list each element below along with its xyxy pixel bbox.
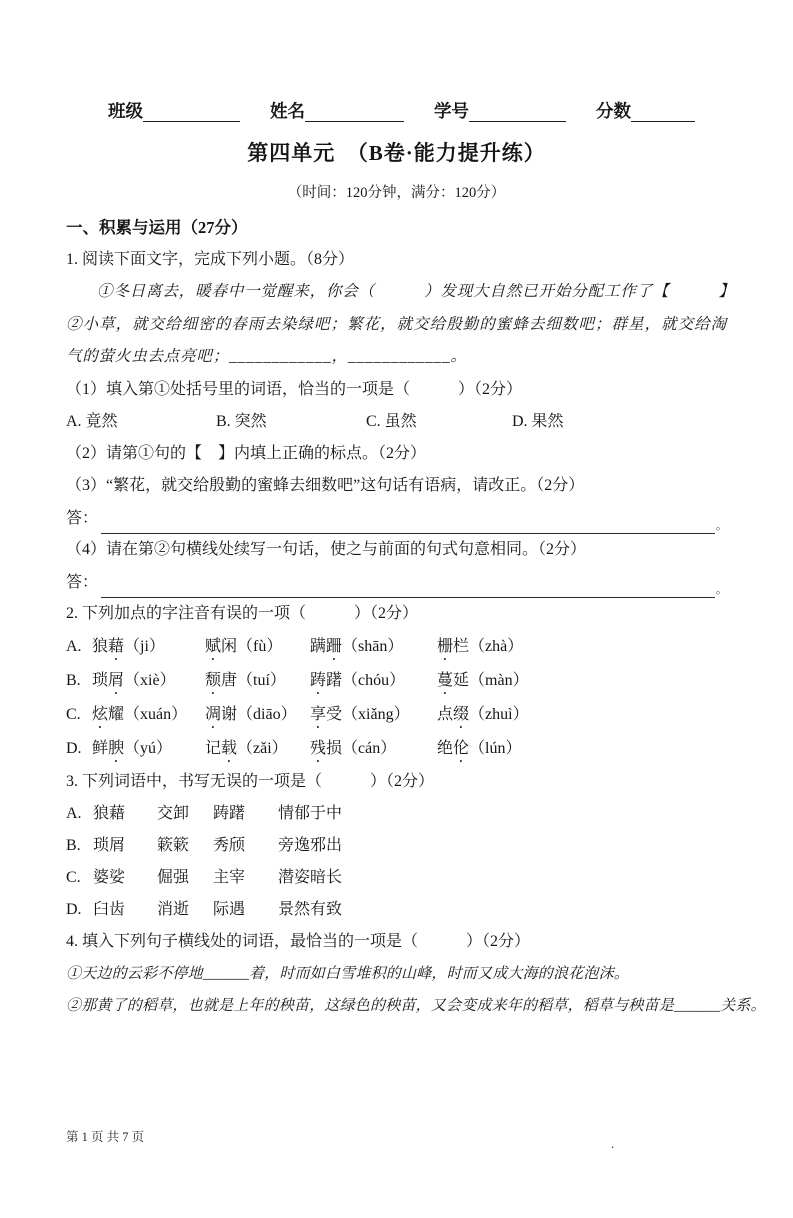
option-label: B. [66, 671, 81, 689]
q2-option-a [66, 630, 727, 664]
exam-page [0, 96, 793, 1022]
option-word: 绝伦（lún） [437, 739, 522, 757]
option-word: 赋闲（fù） [205, 637, 283, 655]
q1-sub3-answer-line [66, 502, 727, 534]
option-label: C. [66, 868, 81, 886]
option-label: D. [66, 900, 82, 918]
option-b: B. 突然 [216, 412, 267, 430]
class-field [108, 100, 240, 122]
option-word: 狼藉 [93, 804, 126, 822]
option-word: 蹒跚（shān） [310, 637, 404, 655]
option-word: 交卸 [157, 804, 190, 822]
option-word: 点缀（zhuì） [437, 705, 529, 723]
answer-label: 答： [66, 573, 99, 591]
option-word: 记载（zǎi） [205, 739, 288, 757]
option-word: 倔强 [157, 868, 190, 886]
q1-passage: ①冬日离去，暖春中一觉醒来，你会（ ）发现大自然已开始分配工作了【 】②小草，就交给细密的春雨去染绿吧；繁花，就交给殷勤的蜜蜂去细数吧；群星，就交给淘气的萤火虫去点亮吧；____________，____________。 [66, 283, 727, 365]
q2-option-b [66, 664, 727, 698]
name-label: 姓名 [270, 101, 305, 121]
option-word: 主宰 [213, 868, 246, 886]
answer-blank-line [101, 573, 715, 598]
option-word: 狼藉（ji） [92, 637, 165, 655]
name-field [270, 100, 404, 122]
option-word: 际遇 [213, 900, 246, 918]
q1-sub2-stem: （2）请第①句的【 】内填上正确的标点。（2分） [66, 444, 427, 462]
section1-heading: 一、积累与运用（27分） [66, 218, 248, 237]
score-blank-underline [631, 101, 695, 122]
exam-title: 第四单元 （B卷·能力提升练） [247, 141, 546, 165]
class-label: 班级 [108, 101, 143, 121]
option-label: A. [66, 637, 82, 655]
q2-option-d [66, 732, 727, 766]
option-word: 秀颀 [213, 836, 246, 854]
option-word: 踌躇 [213, 804, 246, 822]
option-word: 婆娑 [93, 868, 126, 886]
exam-time-score-note: （时间：120分钟，满分：120分） [287, 185, 506, 201]
option-word: 颓唐（tuí） [205, 671, 286, 689]
option-word: 琐屑（xiè） [92, 671, 176, 689]
answer-blank-line [101, 509, 715, 534]
q3-option-a [66, 798, 727, 830]
option-word: 消逝 [157, 900, 190, 918]
q1-sub1-stem: （1）填入第①处括号里的词语，恰当的一项是（ ）（2分） [66, 380, 523, 398]
option-word: 栅栏（zhà） [437, 637, 524, 655]
option-a: A. 竟然 [66, 412, 118, 430]
option-word: 簌簌 [157, 836, 190, 854]
q1-sub1-options [66, 406, 727, 438]
q1-sub3-stem: （3）“繁花，就交给殷勤的蜜蜂去细数吧”这句话有语病，请改正。（2分） [66, 476, 585, 494]
option-word: 鲜腴（yú） [92, 739, 173, 757]
option-label: C. [66, 705, 81, 723]
q2-stem: 2. 下列加点的字注音有误的一项（ ）（2分） [66, 604, 419, 622]
option-word: 情郁于中 [278, 804, 343, 822]
q1-sub4-stem: （4）请在第②句横线处续写一句话，使之与前面的句式句意相同。（2分） [66, 540, 587, 558]
q3-option-c [66, 862, 727, 894]
student-id-label: 学号 [434, 101, 469, 121]
q3-option-d [66, 894, 727, 926]
option-word: 蔓延（màn） [437, 671, 529, 689]
option-label: B. [66, 836, 81, 854]
q2-option-c [66, 698, 727, 732]
answer-end-period: 。 [716, 583, 727, 596]
option-word: 旁逸邪出 [278, 836, 343, 854]
q3-option-b [66, 830, 727, 862]
option-word: 景然有致 [278, 900, 343, 918]
option-word: 潜姿暗长 [278, 868, 343, 886]
option-label: A. [66, 804, 82, 822]
option-word: 残损（cán） [310, 739, 397, 757]
student-id-field [434, 100, 566, 122]
q3-stem: 3. 下列词语中，书写无误的一项是（ ）（2分） [66, 772, 435, 790]
option-word: 炫耀（xuán） [92, 705, 188, 723]
option-c: C. 虽然 [366, 412, 417, 430]
answer-label: 答： [66, 509, 99, 527]
option-word: 臼齿 [93, 900, 126, 918]
score-label: 分数 [596, 101, 631, 121]
option-d: D. 果然 [512, 412, 564, 430]
answer-end-period: 。 [716, 519, 727, 532]
class-blank-underline [143, 101, 240, 122]
page-number-indicator: 第 1 页 共 7 页 [66, 1130, 145, 1144]
student-info-row [108, 96, 727, 122]
q4-sentence-2: ②那黄了的稻草，也就是上年的秧苗，这绿色的秧苗，又会变成来年的稻草，稻草与秧苗是______关系。 [66, 997, 766, 1014]
q4-sentence-1: ①天边的云彩不停地______着，时而如白雪堆积的山峰，时而又成大海的浪花泡沫。 [66, 965, 630, 982]
name-blank-underline [305, 101, 404, 122]
option-word: 凋谢（diāo） [205, 705, 297, 723]
score-field [596, 100, 695, 122]
option-word: 享受（xiǎng） [310, 705, 410, 723]
option-label: D. [66, 739, 82, 757]
option-word: 踌躇（chóu） [310, 671, 406, 689]
q1-sub4-answer-line [66, 566, 727, 598]
q1-stem: 1. 阅读下面文字，完成下列小题。（8分） [66, 251, 355, 268]
stray-period-mark: . [611, 1136, 615, 1151]
q4-stem: 4. 填入下列句子横线处的词语，最恰当的一项是（ ）（2分） [66, 932, 531, 950]
student-id-blank-underline [469, 101, 566, 122]
option-word: 琐屑 [93, 836, 126, 854]
